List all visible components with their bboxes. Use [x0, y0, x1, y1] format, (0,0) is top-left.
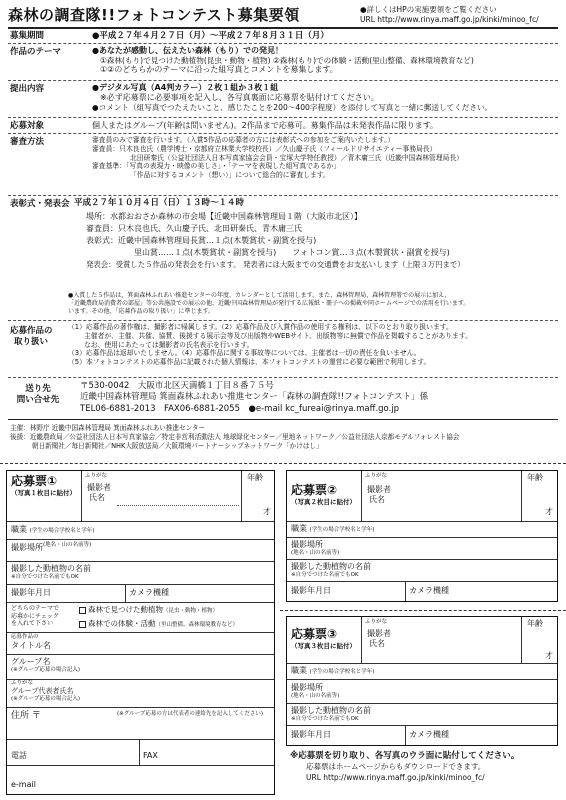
form3-job-note: (学生の場合学校名と学年): [309, 669, 375, 675]
submission-row: [8, 81, 558, 118]
form1-subject-note: ※自分でつけた名前でもOK: [11, 574, 79, 580]
form3-furigana: ふりがな: [365, 619, 388, 625]
ceremony-text: [74, 198, 558, 269]
handling-line-1: （1）応募作品の著作権は、撮影者に帰属します。（2）応募作品及び入賞作品の使用する権利は、以下のとおり取り扱います。: [68, 323, 453, 331]
form2-place-row[interactable]: [291, 540, 339, 557]
handling-label-2: 取り扱い: [14, 336, 49, 347]
review-line-3: 北田研秦氏（公益社団法人日本写真家協会会員・宝塚大学特任教授）／青木庸三氏（近畿中国森林管理局長）: [130, 153, 464, 162]
form2-place-label: 撮影場所: [291, 540, 323, 549]
form3-date-input[interactable]: [343, 727, 403, 743]
form3-job-label: 職業: [291, 666, 307, 675]
ceremony-line-4: 表彰式：近畿中国森林管理局長賞…１点(木製賞状・副賞を授与): [86, 235, 317, 245]
review-line-4: 審査基準：「写真の表現力・映像の美しさ」・「テーマを表現した組写真であるか」: [92, 162, 341, 171]
form2-photographer-label: [367, 485, 391, 505]
eligibility-row: [8, 118, 558, 134]
footer-url[interactable]: URL http://www.rinya.maff.go.jp/kinki/minoo_fc/: [306, 773, 485, 783]
form1-group-label: グループ名: [11, 657, 51, 666]
ceremony-line-3: 審査員：只木良也氏、久山慶子氏、北田研秦氏、青木庸三氏: [86, 223, 302, 233]
period-text: ●平成２７年４月２７日（月）～平成２７年８月３１日（月）: [92, 31, 329, 41]
handling-line-4: （3）応募作品は返却いたしません。（4）応募作品に関する事故等については、主催者は一切の責任を負いません。: [68, 349, 421, 358]
address-line-3: TEL06-6881-2013 FAX06-6881-2055 ●e-mail kc_fureai@rinya.maff.go.jp: [80, 403, 400, 414]
form1-camera-label: カメラ機種: [129, 588, 169, 597]
page-title: 森林の調査隊!!フォトコンテスト募集要領: [8, 6, 300, 24]
cut-line: [0, 463, 566, 464]
form3-place-row[interactable]: [291, 683, 339, 700]
form1-theme-q2: 応募かにチェック: [11, 612, 59, 620]
form1-tel-label: 電話: [11, 751, 27, 760]
organizers-line-1: 主催：林野庁 近畿中国森林管理局 箕面森林ふれあい推進センター: [10, 424, 206, 432]
entry-form-1: [6, 470, 275, 795]
form2-camera-input[interactable]: [453, 583, 553, 599]
footer-line-1: ※応募票を切り取り、各写真のウラ面に貼付してください。: [290, 751, 520, 761]
submission-line-2: ※必ず応募票に必要事項を記入し、各写真裏面に応募票を貼付けてください。: [100, 93, 379, 102]
entry-form-3: [286, 616, 558, 746]
ceremony-line-2: 場所：水都おおさか森林の市会場【近畿中国森林管理局１階（大阪市北区）】: [86, 211, 362, 221]
form2-header: [291, 483, 356, 506]
notice-url: URL http://www.rinya.maff.go.jp/kinki/minoo_fc/: [360, 15, 539, 25]
form1-rep-furigana: ふりがな: [11, 680, 34, 686]
address-label-1: 送り先: [25, 384, 51, 394]
address-row: [8, 378, 558, 420]
form1-age-unit: 才: [263, 507, 271, 516]
ceremony-note-2: 「近畿農政局消費者の部屋」等公共施設での展示の他、近畿中国森林管理局が発行する広報紙・冊子への掲載や同ホームページでの活用を行います。: [68, 299, 470, 307]
form3-header: [291, 627, 356, 650]
handling-label: [10, 326, 53, 347]
handling-line-5: （5）本フォトコンテストの応募作品に記載された個人情報は、本フォトコンテストの運営に必要な範囲で利用します。: [68, 358, 431, 367]
form1-group-row[interactable]: [11, 657, 80, 674]
form3-job-row[interactable]: [291, 666, 374, 676]
ceremony-note-1: ●入賞した５作品は、箕面森林ふれあい推進センターの年度、カレンダーとして活用します。また、森林管理局、森林管理署での展示に加え、: [68, 292, 451, 299]
theme-line-1: ●あなたが感動し、伝えたい森林（もり）での発見！: [92, 46, 283, 55]
form3-age-unit: 才: [545, 651, 553, 660]
eligibility-text: 個人またはグループ(年齢は問いません)。2作品まで応募可。募集作品は未発表作品に限ります。: [92, 121, 439, 130]
form2-subject-row[interactable]: [291, 562, 371, 579]
form3-age-input[interactable]: [523, 631, 543, 659]
review-line-1: 審査員のみで審査を行います。（入賞5作品の応募者の方には表彰式への参加をご案内いたします。）: [92, 136, 395, 144]
submission-text: [92, 83, 558, 112]
form1-work-title-row[interactable]: [11, 634, 51, 651]
form3-age-label: 年齢: [527, 619, 543, 628]
form1-date-input[interactable]: [63, 586, 123, 600]
handling-label-1: 応募作品の: [10, 326, 53, 336]
period-row: [8, 29, 558, 44]
form2-camera-label: カメラ機種: [409, 586, 449, 595]
theme-line-3: ①②のどちらかのテーマに沿った組写真とコメントを募集します。: [100, 65, 338, 75]
form1-rep-row[interactable]: [11, 687, 80, 703]
form1-age-label: 年齢: [247, 473, 263, 482]
entry-form-2: [286, 470, 558, 602]
review-label: 審査方法: [10, 137, 45, 147]
form3-camera-input[interactable]: [453, 727, 553, 743]
form2-subtitle: （写真２枚目に貼付）: [291, 498, 356, 506]
form1-place-label: 撮影場所: [11, 543, 43, 552]
form3-place-note: (地名・山の名前等): [291, 693, 340, 699]
form3-photographer-label: [367, 629, 391, 649]
handling-row: [8, 321, 558, 378]
form2-name-input[interactable]: [397, 483, 519, 517]
form1-theme-q3: を入れて下さい: [11, 620, 54, 627]
form1-fax-input[interactable]: [163, 741, 271, 763]
form2-age-input[interactable]: [523, 485, 543, 515]
organizers-line-2: 後援：近畿農政局／公益社団法人日本写真家協会／特定非営利活動法人 地球緑化センター／里地ネットワーク／公益社団法人京都モデルフォレスト協会: [10, 432, 460, 441]
form2-job-row[interactable]: [291, 524, 374, 534]
form1-address-label: 住所: [11, 711, 30, 721]
form2-photographer: 撮影者: [367, 485, 391, 494]
submission-label: 提出内容: [10, 84, 45, 94]
review-line-2: 審査員：只木良也氏（農学博士・京都府立林業大学校校長）／久山慶子氏（フィールドリサイエティー事務局長）: [92, 144, 437, 153]
form1-opt2-note: （里山整備、森林環境教育など）: [155, 622, 239, 628]
form2-name: 氏名: [369, 495, 385, 504]
form3-subtitle: （写真３枚目に貼付）: [291, 642, 356, 650]
ceremony-line-6: 発表会：受賞した５作品の発表会を行います。 発表者には大阪までの交通費をお支払いします（上限３万円まで）: [86, 259, 465, 269]
form2-age-unit: 才: [545, 507, 553, 516]
form1-rep-label: グループ代表者氏名: [11, 687, 74, 695]
form1-furigana: ふりがな: [85, 473, 108, 479]
form1-subject-row[interactable]: [11, 564, 91, 581]
form2-job-note: (学生の場合学校名と学年): [309, 527, 375, 533]
form3-title: 応募票③: [291, 627, 338, 641]
form3-place-label: 撮影場所: [291, 683, 323, 692]
form1-opt1-label: 森林で見つけた動植物: [88, 605, 163, 614]
form3-subject-note: ※自分でつけた名前でもOK: [291, 716, 359, 722]
form1-place-row[interactable]: [11, 543, 91, 553]
form1-photographer: 撮影者: [87, 483, 111, 492]
footer-line-2: 応募票はホームページからもダウンロードできます。: [306, 762, 486, 772]
handling-text: [68, 323, 558, 367]
form2-job-label: 職業: [291, 524, 307, 533]
form1-tel-input[interactable]: [29, 741, 137, 763]
theme-label: 作品のテーマ: [10, 47, 62, 57]
form1-job-note: (学生の場合学校名と学年): [29, 528, 95, 534]
theme-text: [92, 46, 558, 75]
cut-line-2: [280, 610, 566, 611]
address-line-2: 近畿中国森林管理局 箕面森林ふれあい推進センター「森林の調査隊!!フォトコンテスト」係: [80, 392, 429, 403]
form1-date-label: 撮影年月日: [11, 588, 51, 597]
form1-work-title-note: 応募作品の: [11, 634, 39, 640]
form1-rep-note: (※グループ応募の場合記入): [11, 695, 80, 702]
form3-date-label: 撮影年月日: [291, 730, 331, 739]
form2-subject-label: 撮影した動植物の名前: [291, 562, 371, 571]
form1-place-note: (地名・山の名前等): [43, 542, 92, 548]
form1-name: 氏名: [89, 493, 105, 502]
theme-checkbox-1[interactable]: [79, 607, 86, 614]
ceremony-line-1: 平成２７年１０月４日（日）１３時～１４時: [74, 198, 245, 208]
form2-age-label: 年齢: [527, 473, 543, 482]
ceremony-note-3: います。その他、「応募作品の取り扱い」に準じます。: [68, 307, 215, 315]
form1-subtitle: （写真１枚目に貼付）: [11, 489, 76, 497]
theme-line-2: ①森林(もり)で見つけた動植物(昆虫・動物・植物) ②森林(もり)での体験・活動(里山整備、森林環境教育など): [100, 56, 474, 65]
review-text: [92, 136, 558, 180]
theme-row: [8, 44, 558, 81]
submission-line-1: ●デジタル写真（A4判カラー）２枚１組か３枚１組: [92, 83, 279, 92]
form1-header: [11, 474, 76, 497]
review-row: [8, 134, 558, 196]
form1-photographer-label: [87, 483, 111, 503]
form1-theme-question: [11, 605, 59, 628]
ceremony-notes: [68, 292, 558, 315]
address-label: [10, 384, 66, 405]
form1-opt1-note: （昆虫・動物・植物）: [163, 608, 219, 614]
organizers-line-3: 朝日新聞社／毎日新聞社／NHK大阪放送局／大阪環境パートナーシップネットワーク「かけはし」: [32, 441, 323, 450]
form1-camera-input[interactable]: [173, 586, 271, 600]
form2-date-input[interactable]: [343, 583, 403, 599]
ceremony-label: 表彰式・発表会: [10, 199, 70, 209]
handling-line-3: なお、使用にあたっては撮影者の氏名表示を行います。: [84, 340, 254, 349]
form2-furigana: ふりがな: [365, 473, 388, 479]
form3-name: 氏名: [369, 639, 385, 648]
submission-line-3: ●コメント（組写真でつたえたいこと、感じたことを200～400字程度）を添付して写真と一緒に郵送してください。: [92, 103, 493, 112]
address-text: [80, 381, 558, 415]
notice-line-1: ●詳しくはHPの実施要領をご覧ください: [360, 5, 497, 14]
form3-subject-label: 撮影した動植物の名前: [291, 706, 371, 715]
form1-work-title-label: タイトル名: [11, 640, 51, 650]
form3-subject-row[interactable]: [291, 706, 371, 723]
form1-job-label: 職業: [11, 525, 27, 534]
form2-date-label: 撮影年月日: [291, 586, 331, 595]
address-line-1: 〒530-0042 大阪市北区天満橋１丁目８番７５号: [80, 381, 274, 391]
handling-line-2: 主催者が、主催、共催、協賛、後援する展示会等及び出版物やWEBサイト、出版物等に無償で作品を掲載することがあります。: [84, 331, 472, 340]
form1-theme-q1: どちらのテーマで: [11, 605, 60, 612]
footer: [290, 750, 558, 784]
form3-camera-label: カメラ機種: [409, 730, 449, 739]
eligibility-label: 応募対象: [10, 121, 45, 131]
form1-group-note: (※グループ応募の場合記入): [11, 667, 80, 673]
form3-photographer: 撮影者: [367, 629, 391, 638]
form1-address-note: (※グループ応募の方は代表者の連絡先を記入してください): [117, 711, 263, 717]
notice: [360, 5, 539, 25]
form1-postal: 〒: [31, 711, 41, 721]
organizers: [10, 424, 560, 451]
form2-subject-note: ※自分でつけた名前でもOK: [291, 572, 359, 578]
form1-name-input[interactable]: [117, 481, 239, 515]
form1-title: 応募票①: [11, 474, 58, 488]
address-label-2: 問い合せ先: [16, 394, 60, 405]
form1-opt2-label: 森林での体験・活動: [88, 619, 156, 628]
form1-fax-label: FAX: [143, 751, 158, 760]
ceremony-line-5: 里山賞……１点(木製賞状・副賞を授与) フォトコン賞…３点(木製賞状・副賞を授与): [134, 247, 450, 257]
form1-email-input[interactable]: [43, 769, 271, 791]
form1-age-input[interactable]: [243, 485, 261, 515]
form2-place-note: (地名・山の名前等): [291, 550, 340, 556]
form1-email-label: e-mail: [11, 780, 36, 789]
form1-address-row[interactable]: [11, 711, 41, 722]
ceremony-row: [8, 196, 558, 321]
form1-subject-label: 撮影した動植物の名前: [11, 564, 91, 573]
theme-checkbox-2[interactable]: [79, 621, 86, 628]
form1-theme-option-1[interactable]: [79, 605, 218, 615]
form1-job-row[interactable]: [11, 525, 94, 535]
review-line-5: 「作品に対するコメント（想い）」について総合的に審査します。: [130, 171, 330, 180]
form1-theme-option-2[interactable]: [79, 619, 238, 629]
form2-title: 応募票②: [291, 483, 338, 497]
form3-name-input[interactable]: [397, 627, 519, 659]
period-label: 募集期間: [10, 31, 45, 41]
